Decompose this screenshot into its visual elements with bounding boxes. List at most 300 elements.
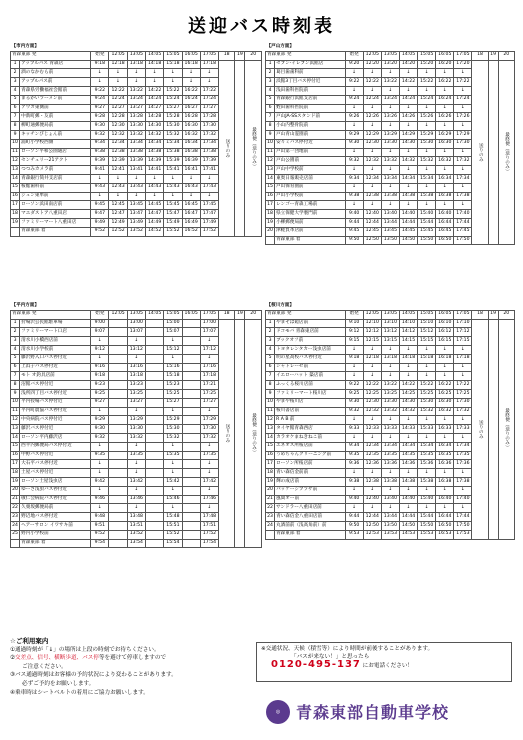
departure-time: 17:40: [454, 210, 472, 219]
departure-time: [146, 416, 164, 425]
departure-time: 12:22: [363, 381, 381, 390]
departure-time: 14:26: [399, 113, 417, 122]
departure-time: ↓: [399, 345, 417, 354]
departure-time: 12:41: [109, 166, 127, 175]
departure-time: ↓: [146, 78, 164, 87]
departure-time: ↓: [436, 363, 454, 372]
stop-name: ファミリーマート八重田店: [20, 218, 91, 227]
departure-time: 17:43: [200, 183, 218, 192]
departure-time: 9:22: [345, 381, 363, 390]
departure-time: ↓: [200, 337, 218, 346]
departure-time: ↓: [200, 192, 218, 201]
departure-time: [182, 328, 200, 337]
departure-time: ↓: [418, 363, 436, 372]
departure-time: ↓: [345, 372, 363, 381]
section-name: 【桜川方面】: [266, 302, 295, 308]
departure-time: [182, 398, 200, 407]
departure-time: ↓: [91, 442, 109, 451]
departure-time: 15:25: [164, 389, 182, 398]
note-2b: ご注意ください。: [22, 663, 67, 670]
time-header: 16:05: [182, 51, 200, 60]
departure-time: 12:30: [363, 139, 381, 148]
departure-label: 青森東部 発: [266, 310, 346, 319]
departure-time: 15:15: [418, 337, 436, 346]
departure-time: 12:30: [109, 122, 127, 131]
time-header: 18: [472, 51, 488, 60]
departure-time: 12:26: [363, 113, 381, 122]
departure-time: ↓: [182, 174, 200, 183]
departure-time: [146, 407, 164, 416]
departure-time: 9:44: [345, 513, 363, 522]
departure-time: ↓: [127, 69, 145, 78]
departure-time: 17:52: [200, 227, 218, 236]
departure-time: ↓: [91, 78, 109, 87]
departure-time: [109, 530, 127, 539]
departure-time: [182, 442, 200, 451]
departure-time: 13:52: [127, 530, 145, 539]
note-2: ②交差点、信号、横断歩道、バス停等を避けて停車しますので: [10, 655, 167, 662]
departure-time: ↓: [91, 337, 109, 346]
departure-time: 9:12: [91, 345, 109, 354]
stop-name: 戸山保育園前: [275, 183, 346, 192]
stop-number: 13: [11, 425, 20, 434]
departure-time: 12:53: [363, 530, 381, 539]
departure-time: [146, 530, 164, 539]
departure-time: 13:22: [381, 78, 399, 87]
time-header: 14:05: [399, 310, 417, 319]
departure-time: ↓: [418, 433, 436, 442]
departure-time: ↓: [363, 201, 381, 210]
departure-time: 14:22: [399, 78, 417, 87]
stop-number: 2: [11, 328, 20, 337]
stop-name: アップルパス 青森店: [20, 60, 91, 69]
departure-time: 9:25: [91, 389, 109, 398]
departure-time: 15:32: [164, 433, 182, 442]
stop-name: 輝の成店前: [275, 477, 346, 486]
stop-number: 17: [266, 201, 275, 210]
departure-time: 16:33: [436, 425, 454, 434]
departure-time: 17:26: [454, 113, 472, 122]
departure-time: ↓: [345, 69, 363, 78]
departure-time: 12:28: [109, 113, 127, 122]
stop-number: 1: [11, 60, 20, 69]
departure-time: 13:35: [127, 451, 145, 460]
departure-time: 15:34: [418, 442, 436, 451]
departure-time: 12:15: [363, 337, 381, 346]
departure-time: ↓: [200, 460, 218, 469]
departure-time: 12:40: [363, 210, 381, 219]
table-row: [11, 319, 262, 328]
stop-number: 5: [266, 95, 275, 104]
departure-time: [182, 381, 200, 390]
departure-time: ↓: [381, 69, 399, 78]
departure-time: 13:45: [127, 201, 145, 210]
departure-time: 9:49: [91, 218, 109, 227]
departure-time: 14:34: [399, 442, 417, 451]
departure-time: 12:36: [363, 460, 381, 469]
departure-time: 13:29: [381, 130, 399, 139]
departure-time: 13:34: [381, 442, 399, 451]
departure-time: 13:28: [127, 113, 145, 122]
departure-time: ↓: [399, 122, 417, 131]
time-header: 17:05: [200, 310, 218, 319]
departure-time: ↓: [164, 442, 182, 451]
departure-time: 16:27: [182, 104, 200, 113]
stop-number: 1: [266, 319, 275, 328]
stop-name: 浅所四丁目バス停付近: [20, 389, 91, 398]
departure-time: 15:24: [164, 95, 182, 104]
departure-time: 9:30: [91, 122, 109, 131]
stop-number: 8: [11, 381, 20, 390]
departure-time: 16:43: [182, 183, 200, 192]
departure-time: 9:28: [91, 113, 109, 122]
departure-time: 13:32: [381, 157, 399, 166]
departure-time: 13:24: [381, 95, 399, 104]
departure-time: 17:44: [454, 218, 472, 227]
departure-time: ↓: [418, 183, 436, 192]
departure-time: 9:34: [345, 442, 363, 451]
time-header: 16:05: [436, 310, 454, 319]
departure-time: 16:24: [182, 95, 200, 104]
departure-time: [146, 486, 164, 495]
departure-time: 13:20: [381, 60, 399, 69]
stop-number: 7: [11, 372, 20, 381]
departure-time: [109, 469, 127, 478]
time-header: 17:05: [200, 51, 218, 60]
departure-time: 12:52: [109, 227, 127, 236]
departure-time: ↓: [381, 372, 399, 381]
usage-notes: [10, 637, 250, 697]
stop-number: 9: [11, 389, 20, 398]
departure-time: [109, 407, 127, 416]
stop-number: 24: [11, 521, 20, 530]
time-header: 18: [472, 310, 488, 319]
departure-time: 9:30: [345, 398, 363, 407]
departure-time: 15:12: [418, 328, 436, 337]
column-18-note: 送りのみ: [219, 60, 235, 236]
stop-name: 敬仁会病院バス停付近: [20, 495, 91, 504]
departure-time: 12:47: [109, 210, 127, 219]
departure-time: ↓: [345, 469, 363, 478]
call-prompt: にお電話ください！: [362, 663, 414, 669]
departure-time: 17:24: [200, 95, 218, 104]
departure-time: 17:38: [454, 477, 472, 486]
departure-time: 17:45: [200, 201, 218, 210]
time-header: 12:05: [109, 51, 127, 60]
departure-time: ↓: [436, 166, 454, 175]
stop-name: エネオス所桜店前: [275, 442, 346, 451]
departure-time: ↓: [109, 69, 127, 78]
departure-time: ↓: [381, 504, 399, 513]
departure-time: 14:18: [399, 354, 417, 363]
departure-time: ↓: [454, 183, 472, 192]
departure-time: ↓: [436, 86, 454, 95]
stop-number: 18: [11, 469, 20, 478]
departure-time: [146, 372, 164, 381]
departure-time: 15:47: [164, 210, 182, 219]
departure-time: 17:33: [454, 425, 472, 434]
departure-time: ↓: [399, 104, 417, 113]
departure-time: [109, 504, 127, 513]
departure-time: ↓: [109, 192, 127, 201]
departure-time: 13:30: [381, 398, 399, 407]
departure-time: 15:45: [418, 227, 436, 236]
departure-time: 9:39: [91, 157, 109, 166]
departure-time: ↓: [345, 486, 363, 495]
departure-time: 13:32: [127, 433, 145, 442]
departure-time: ↓: [381, 104, 399, 113]
departure-time: 14:39: [146, 157, 164, 166]
departure-time: 16:39: [182, 157, 200, 166]
departure-time: 17:22: [454, 78, 472, 87]
departure-time: 9:35: [91, 451, 109, 460]
stop-name: 明の星高校バス停付近: [275, 354, 346, 363]
stop-number: 20: [266, 227, 275, 236]
departure-time: ↓: [164, 192, 182, 201]
phone-number[interactable]: 0120-495-137: [271, 659, 361, 670]
departure-time: 17:30: [454, 398, 472, 407]
departure-time: [109, 381, 127, 390]
column-18-note: 送りのみ: [472, 60, 488, 245]
departure-time: ↓: [399, 416, 417, 425]
departure-time: 17:27: [200, 104, 218, 113]
stop-number: 3: [11, 337, 20, 346]
stop-name: うめちゃんクリーニング前: [275, 451, 346, 460]
departure-time: [182, 337, 200, 346]
departure-time: 17:38: [454, 192, 472, 201]
departure-time: 14:22: [146, 86, 164, 95]
stop-number: 9: [266, 389, 275, 398]
departure-label: 青森東部 発: [11, 51, 91, 60]
stop-name: 小柳郵便局前: [275, 218, 346, 227]
departure-time: 9:42: [91, 477, 109, 486]
departure-time: ↓: [127, 78, 145, 87]
departure-time: 14:12: [399, 328, 417, 337]
stop-number: 19: [266, 218, 275, 227]
departure-time: ↓: [399, 166, 417, 175]
departure-time: ↓: [436, 69, 454, 78]
departure-time: ↓: [454, 122, 472, 131]
stop-name: 青い森信金前前: [275, 469, 346, 478]
stop-name: 青森銀行筒井支店前: [20, 174, 91, 183]
departure-time: ↓: [127, 460, 145, 469]
departure-time: 15:18: [418, 354, 436, 363]
departure-time: 9:22: [91, 86, 109, 95]
time-header: 19: [235, 310, 245, 319]
time-header: 15:05: [418, 51, 436, 60]
departure-time: 13:43: [127, 183, 145, 192]
departure-time: ↓: [363, 433, 381, 442]
departure-time: 15:18: [164, 60, 182, 69]
departure-time: 17:18: [200, 372, 218, 381]
departure-time: 14:18: [146, 60, 164, 69]
stop-number: 6: [266, 363, 275, 372]
departure-time: 15:50: [418, 521, 436, 530]
departure-time: 15:27: [164, 398, 182, 407]
departure-time: 9:46: [91, 495, 109, 504]
departure-time: [182, 460, 200, 469]
departure-time: 14:44: [399, 218, 417, 227]
stop-number: 11: [266, 148, 275, 157]
departure-time: 17:52: [200, 530, 218, 539]
departure-time: 13:44: [381, 513, 399, 522]
departure-time: 15:30: [418, 398, 436, 407]
stop-name: 平内町農協バス停付近: [20, 407, 91, 416]
stop-number: 21: [266, 495, 275, 504]
departure-time: 13:51: [127, 521, 145, 530]
departure-time: 17:32: [454, 407, 472, 416]
stop-name: トヨタレンタカー浅虫店前: [275, 345, 346, 354]
departure-time: 15:35: [418, 451, 436, 460]
departure-time: 13:18: [381, 354, 399, 363]
stop-number: 10: [266, 398, 275, 407]
departure-time: 13:42: [127, 477, 145, 486]
column-20-note: 最終便（送りのみ）: [245, 319, 262, 548]
departure-time: ↓: [418, 469, 436, 478]
departure-time: ↓: [363, 416, 381, 425]
departure-time: 9:44: [345, 218, 363, 227]
departure-time: 14:35: [399, 451, 417, 460]
departure-time: ↓: [345, 433, 363, 442]
stop-name: 青森東部 着: [275, 236, 346, 245]
departure-time: 13:48: [127, 513, 145, 522]
stop-number: 3: [11, 78, 20, 87]
stop-name: 清水川小学校前: [20, 345, 91, 354]
departure-time: 12:35: [363, 451, 381, 460]
departure-time: 17:54: [200, 539, 218, 548]
timetable-city: [10, 43, 262, 237]
departure-time: 14:30: [399, 398, 417, 407]
departure-time: ↓: [345, 416, 363, 425]
departure-time: 12:50: [363, 236, 381, 245]
timetable-sakuragawa: [265, 302, 515, 540]
departure-time: ↓: [109, 78, 127, 87]
stop-number: 17: [266, 460, 275, 469]
departure-time: 15:38: [164, 148, 182, 157]
departure-time: ↓: [345, 166, 363, 175]
header-row: [266, 51, 515, 60]
departure-time: 17:22: [454, 381, 472, 390]
departure-time: [182, 407, 200, 416]
departure-time: 13:32: [127, 130, 145, 139]
departure-time: 15:38: [418, 477, 436, 486]
departure-time: 14:45: [399, 227, 417, 236]
departure-time: 12:44: [363, 513, 381, 522]
departure-time: 14:43: [146, 183, 164, 192]
departure-time: ↓: [454, 363, 472, 372]
departure-time: ↓: [363, 86, 381, 95]
section-name: 【平内方面】: [11, 302, 40, 308]
departure-time: 9:27: [91, 398, 109, 407]
departure-time: 16:10: [436, 319, 454, 328]
departure-time: 17:44: [454, 513, 472, 522]
stop-number: 4: [266, 86, 275, 95]
departure-time: 14:53: [399, 530, 417, 539]
time-header: 15:05: [164, 51, 182, 60]
stop-number: 7: [266, 372, 275, 381]
departure-time: ↓: [363, 104, 381, 113]
departure-time: 15:22: [164, 86, 182, 95]
departure-time: 16:52: [182, 227, 200, 236]
departure-time: ↓: [345, 183, 363, 192]
departure-time: ↓: [200, 504, 218, 513]
departure-time: ↓: [363, 363, 381, 372]
stop-name: 浅田歯科医院前: [275, 86, 346, 95]
departure-time: 9:24: [91, 95, 109, 104]
departure-time: [146, 354, 164, 363]
departure-time: 16:12: [436, 328, 454, 337]
departure-time: 12:44: [363, 218, 381, 227]
departure-time: ↓: [363, 345, 381, 354]
departure-time: 15:20: [418, 60, 436, 69]
stop-name: ファミリーマート口店: [20, 328, 91, 337]
departure-time: [182, 425, 200, 434]
departure-time: 13:29: [127, 416, 145, 425]
time-header: 13:05: [381, 310, 399, 319]
stop-name: ローソン平和公園通店: [20, 148, 91, 157]
departure-time: ↓: [454, 201, 472, 210]
departure-time: 16:15: [436, 337, 454, 346]
departure-time: 12:45: [109, 201, 127, 210]
stop-name: つつみカメラ前: [20, 166, 91, 175]
stop-name: 戸山中学校前: [275, 166, 346, 175]
departure-time: 12:32: [109, 130, 127, 139]
departure-time: 15:38: [418, 192, 436, 201]
departure-time: 9:38: [345, 192, 363, 201]
departure-time: ↓: [381, 86, 399, 95]
departure-time: ↓: [454, 166, 472, 175]
stop-number: 12: [11, 416, 20, 425]
stop-number: 2: [266, 328, 275, 337]
stop-name: 青森県労働福祉会館前: [20, 86, 91, 95]
departure-time: ↓: [418, 201, 436, 210]
departure-time: 17:35: [200, 451, 218, 460]
departure-time: 16:30: [436, 139, 454, 148]
departure-time: ↓: [200, 78, 218, 87]
departure-time: ↓: [381, 122, 399, 131]
departure-time: 9:38: [91, 148, 109, 157]
stop-name: 戸山小学校前: [275, 192, 346, 201]
departure-time: [109, 513, 127, 522]
departure-time: [146, 477, 164, 486]
departure-time: 13:38: [127, 148, 145, 157]
departure-time: 16:25: [436, 389, 454, 398]
departure-time: 15:42: [164, 477, 182, 486]
departure-time: 9:32: [345, 407, 363, 416]
departure-time: 17:32: [454, 157, 472, 166]
departure-time: 14:38: [399, 192, 417, 201]
departure-time: ↓: [399, 148, 417, 157]
departure-time: [146, 433, 164, 442]
departure-time: 12:10: [363, 319, 381, 328]
departure-time: ↓: [418, 372, 436, 381]
stop-number: 16: [11, 451, 20, 460]
departure-time: [109, 345, 127, 354]
stop-number: 1: [11, 319, 20, 328]
departure-time: ↓: [164, 78, 182, 87]
time-header: 12:05: [363, 51, 381, 60]
departure-time: 15:52: [164, 227, 182, 236]
departure-time: 13:15: [381, 337, 399, 346]
stop-name: ローソン浜田南店前: [20, 201, 91, 210]
departure-time: 9:52: [91, 227, 109, 236]
stop-number: 17: [11, 460, 20, 469]
departure-time: [109, 451, 127, 460]
departure-time: 13:30: [381, 139, 399, 148]
stop-number: 10: [11, 139, 20, 148]
departure-time: ↓: [164, 69, 182, 78]
stop-number: 23: [266, 513, 275, 522]
